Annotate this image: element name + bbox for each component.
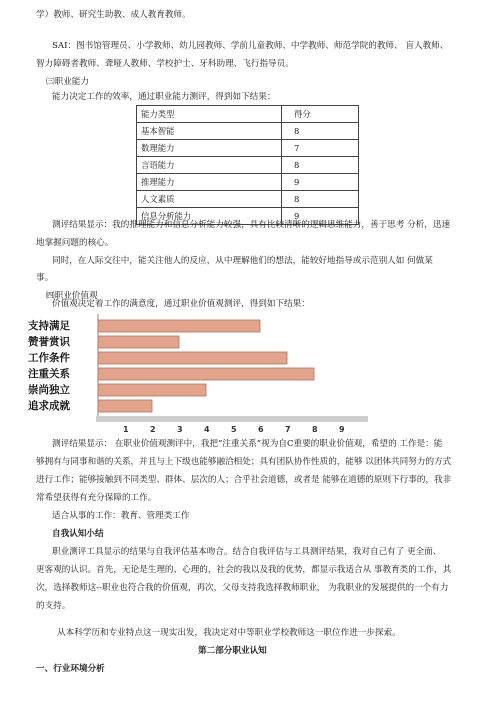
- category-label: 赞誉赏识: [28, 336, 70, 348]
- table-row: [137, 191, 359, 208]
- intro-line: 智力障碍者教师、聋哑人教师、学校护士、牙科助理、飞行指导员。: [36, 59, 294, 69]
- table-cell: 8: [282, 157, 359, 174]
- table-cell: 言语能力: [137, 157, 282, 174]
- category-label: 支持满足: [28, 320, 70, 332]
- bar: [98, 384, 206, 396]
- bar: [98, 320, 260, 332]
- x-tick-label: 2: [150, 425, 156, 434]
- x-tick-label: 8: [312, 425, 318, 434]
- intro-line: 学）教师、研究生助教、成人教育教师。: [36, 10, 191, 20]
- table-cell: 信息分析能力: [137, 208, 282, 225]
- table-header: 得分: [282, 106, 359, 123]
- table-cell: 9: [282, 174, 359, 191]
- ability-table: [136, 105, 359, 225]
- intro-line: SAI：图书馆管理员、小学教师、幼儿园教师、学前儿童教师、中学教师、师范学院的教师、 盲人教师、: [52, 41, 449, 51]
- values-bar-chart: [26, 312, 386, 434]
- bar: [98, 368, 314, 380]
- table-cell: 9: [282, 208, 359, 225]
- section-heading: ㈢职业能力: [46, 77, 89, 87]
- x-tick-label: 1: [123, 425, 129, 434]
- section-heading: ㈣职业价值观: [46, 291, 98, 301]
- x-tick-label: 4: [204, 425, 210, 434]
- paragraph-line: 够拥有与同事和谐的关系，并且与上下级也能够融洽相处；具有团队协作性质的，能够 以团体共同努力的方式: [36, 457, 452, 467]
- table-cell: 基本智能: [137, 123, 282, 140]
- paragraph-line: 测评结果显示： 在职业价值观测评中，我把“注重关系”视为自C重要的职业价值观，希望的 工作是：能: [52, 439, 443, 449]
- bar: [98, 352, 287, 364]
- table-cell: 推理能力: [137, 174, 282, 191]
- conclusion: 从本科学历和专业特点这一现实出发，我决定对中等职业学校教师这一职位作进一步探索。: [57, 628, 401, 638]
- table-row: [137, 140, 359, 157]
- paragraph-line: 更客观的认识。首先，无论是生理的、心理的，社会的我以及我的优势，都显示我适合从 事教育类的工作，其: [36, 565, 452, 575]
- x-tick-label: 7: [285, 425, 291, 434]
- paragraph-line: 价值观决定着工作的满意度，通过职业价值观测评，得到如下结果：: [52, 299, 310, 309]
- bar: [98, 336, 179, 348]
- subsection-heading: 自我认知小结: [52, 529, 104, 539]
- paragraph-line: 的支持。: [36, 601, 71, 611]
- paragraph-line: 常希望获得有充分保障的工作。: [36, 493, 157, 503]
- table-header: 能力类型: [137, 106, 282, 123]
- x-tick-label: 6: [258, 425, 264, 434]
- paragraph-line: 适合从事的工作：教育、管理类工作: [52, 511, 190, 521]
- table-row: [137, 174, 359, 191]
- paragraph-line: 事。: [36, 273, 54, 283]
- paragraph-line: 地掌握问题的核心。: [36, 238, 114, 248]
- category-label: 工作条件: [28, 352, 70, 364]
- part-title: 第二部分职业认知: [198, 646, 267, 656]
- table-header-row: [137, 106, 359, 123]
- bar: [98, 400, 152, 412]
- section-title: 一、行业环境分析: [36, 664, 105, 674]
- table-cell: 7: [282, 140, 359, 157]
- x-tick-label: 5: [231, 425, 237, 434]
- x-tick-label: 9: [339, 425, 345, 434]
- paragraph-line: 次，选择教师这--职业也符合我的价值观，再次，父母支持我选择教师职业， 为我职业的发展提供的一个有力: [36, 583, 449, 593]
- table-row: [137, 123, 359, 140]
- table-cell: 8: [282, 191, 359, 208]
- paragraph-line: 职业测评工具显示的结果与自我评估基本吻合。结合自我评估与工具测评结果，我对自己有了 更全面、: [52, 547, 442, 557]
- table-cell: 数理能力: [137, 140, 282, 157]
- x-axis: [96, 416, 368, 422]
- paragraph-line: 测评结果显示：我的推理能力和信息分析能力较强，具有比较清晰的逻辑思维能力，善于思考 分析，迅速: [52, 220, 451, 230]
- paragraph-line: 同时，在人际交往中，能关注他人的反应，从中理解他们的想法，能较好地指导或示范别人如 何做某: [52, 256, 433, 266]
- table-cell: 8: [282, 123, 359, 140]
- paragraph-line: 进行工作；能够接触到不同类型、群体、层次的人；合乎社会道德，或者是 能够在道德的原则下行事的，我非: [36, 475, 452, 485]
- x-tick-label: 3: [177, 425, 183, 434]
- category-label: 崇尚独立: [28, 384, 70, 396]
- category-label: 追求成就: [28, 400, 70, 412]
- intro-line: 能力决定工作的效率，通过职业能力测评，得到如下结果：: [52, 92, 276, 102]
- table-row: [137, 157, 359, 174]
- table-cell: 人文素质: [137, 191, 282, 208]
- category-label: 注重关系: [28, 368, 70, 380]
